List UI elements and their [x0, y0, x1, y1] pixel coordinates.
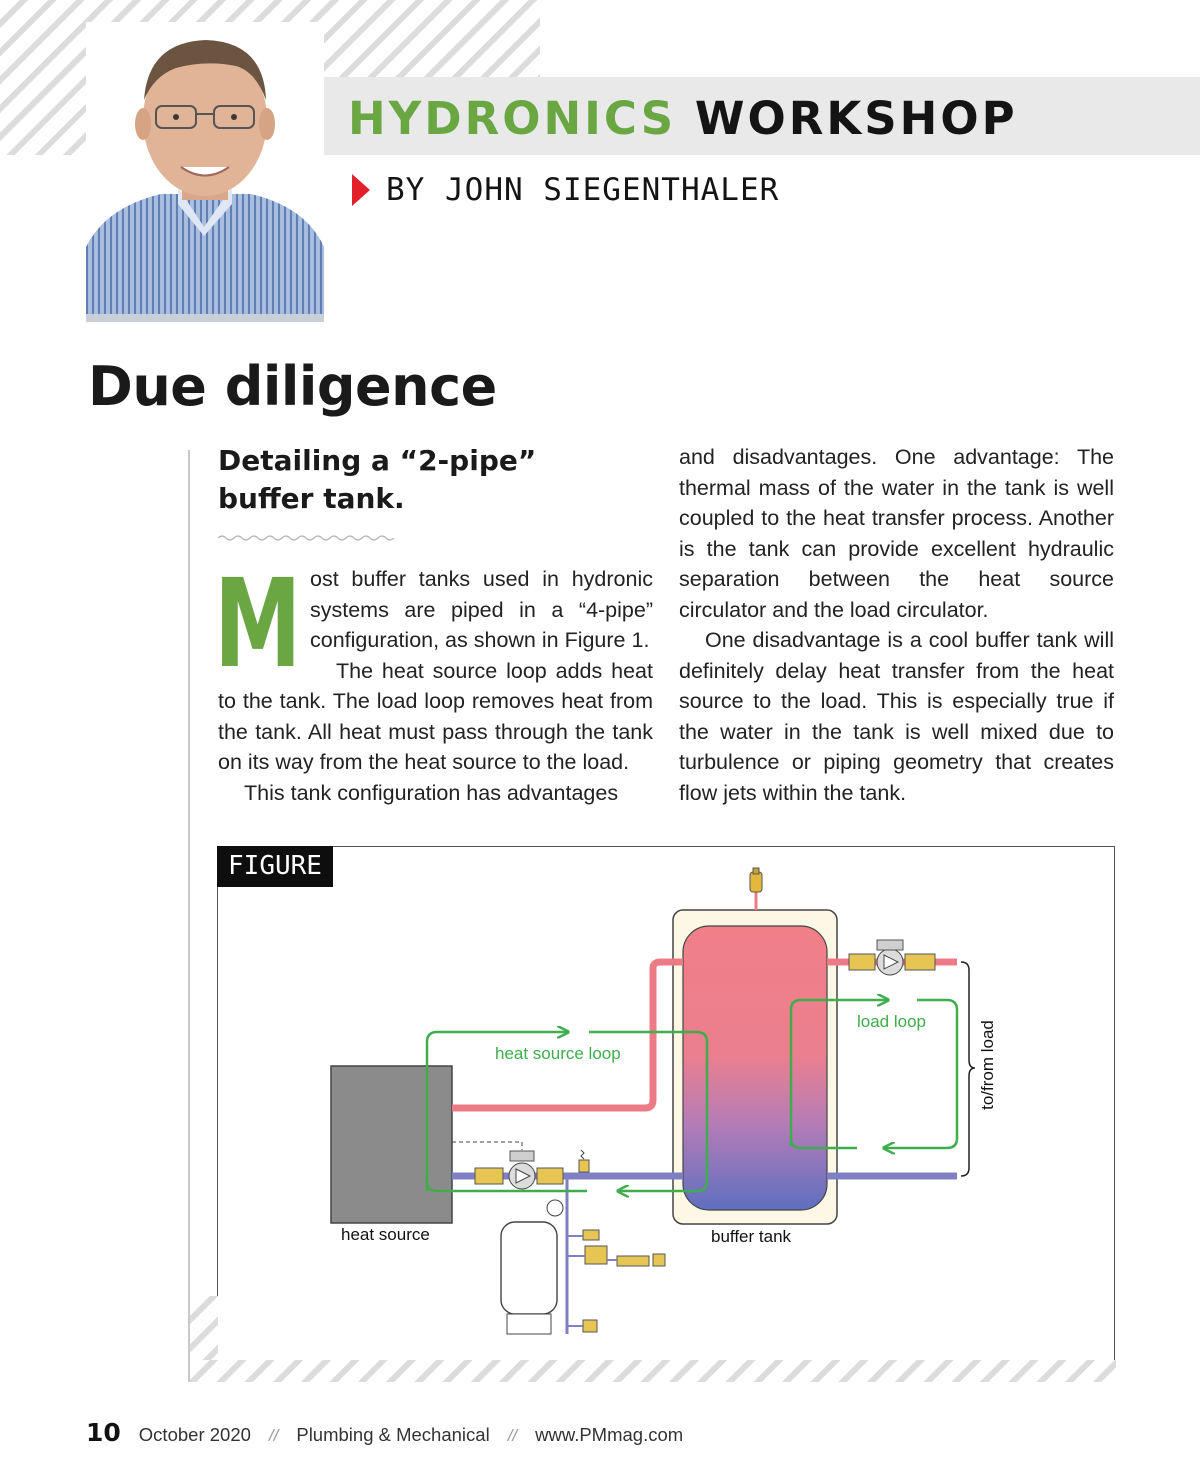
paragraph — [214, 553, 653, 695]
footer-separator: // — [507, 1426, 518, 1445]
paragraph-text: ost buffer tanks used in hydronic systems are piped in a “4-pipe” configuration, as shown in Figure 1. — [310, 567, 653, 652]
body-column-1 — [214, 553, 653, 808]
article-subtitle: Detailing a “2-pipe” buffer tank. — [218, 444, 537, 515]
to-from-load-label: to/from load — [978, 1020, 997, 1110]
figure-label: FIGURE 1 — [217, 846, 333, 887]
pressure-gauge-icon — [547, 1200, 563, 1216]
column-title-green: HYDRONICS — [348, 92, 677, 145]
paragraph: This tank configuration has advantages — [244, 780, 619, 805]
website-link[interactable]: www.PMmag.com — [535, 1424, 684, 1445]
column-title — [348, 92, 1018, 145]
page-footer — [86, 1418, 683, 1447]
column-title-dark: WORKSHOP — [694, 92, 1018, 145]
heat-source-label: heat source — [341, 1225, 430, 1244]
air-vent-icon — [750, 868, 762, 892]
issue-date: October 2020 — [138, 1424, 251, 1445]
footer-separator: // — [268, 1426, 279, 1445]
paragraph: and disadvantages. One advantage: The thermal mass of the water in the tank is well coupled to the heat transfer process. Another is the tank can provide excellent hydraulic separation between the heat source circulator and the load circulator. — [679, 445, 1114, 622]
body-column-2 — [679, 442, 1114, 808]
column-rule — [188, 450, 190, 1382]
wavy-divider — [218, 532, 394, 544]
stripe-decoration-bottom — [190, 1360, 1116, 1382]
drop-cap: M — [214, 553, 302, 695]
article-title: Due diligence — [88, 355, 497, 418]
circulator-pump-icon — [475, 1151, 563, 1189]
byline-arrow-icon — [352, 174, 370, 206]
byline — [352, 172, 779, 208]
heat-source — [331, 1066, 452, 1223]
paragraph: The heat source loop adds heat to the tank. The load loop removes heat from the tank. All heat must pass through the tank on its way from the heat source to the load. — [218, 658, 653, 774]
magazine-name: Plumbing & Mechanical — [296, 1424, 490, 1445]
page-number: 10 — [86, 1418, 121, 1447]
load-circulator-icon — [849, 940, 935, 975]
buffer-tank — [683, 926, 827, 1210]
heat-source-loop-label: heat source loop — [495, 1044, 621, 1063]
load-loop-label: load loop — [857, 1012, 927, 1031]
buffer-tank-label: buffer tank — [711, 1227, 792, 1246]
paragraph: One disadvantage is a cool buffer tank will definitely delay heat transfer from the heat source to the load. This is especially true if the water in the tank is well mixed due to turbulence or piping geometry that creates flow jets within the tank. — [679, 628, 1114, 805]
expansion-tank — [501, 1222, 557, 1314]
relief-valve-icon — [579, 1150, 589, 1172]
byline-text: BY JOHN SIEGENTHALER — [386, 172, 780, 208]
author-photo — [86, 22, 324, 322]
fill-valve-icon — [583, 1230, 665, 1332]
